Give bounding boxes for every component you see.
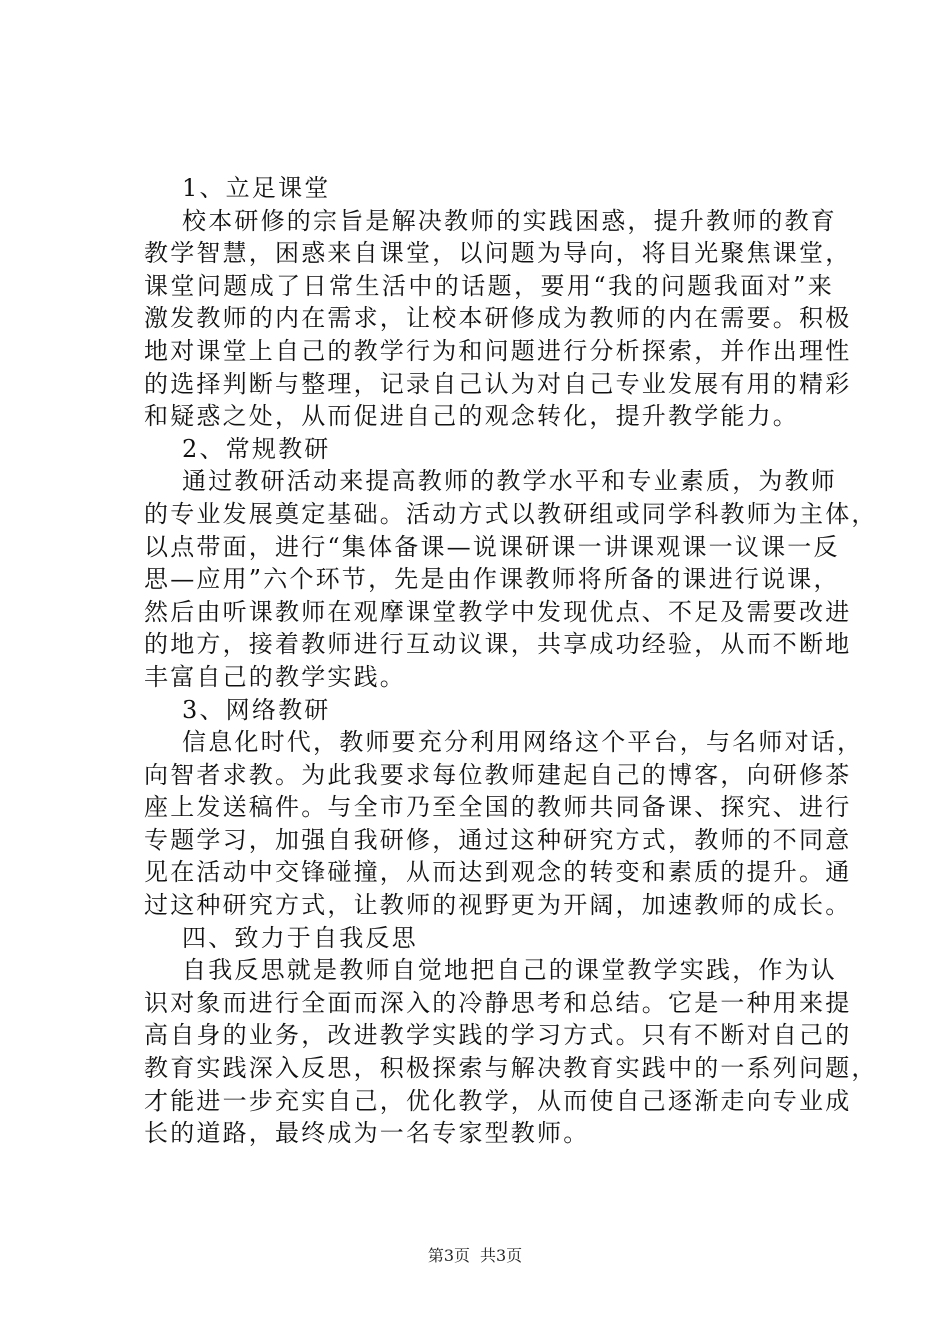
paragraph-line: 教育实践深入反思，积极探索与解决教育实践中的一系列问题， xyxy=(144,1054,878,1083)
paragraph-line: 思—应用”六个环节，先是由作课教师将所备的课进行说课， xyxy=(144,565,840,594)
paragraph-line: 丰富自己的教学实践。 xyxy=(144,662,406,691)
paragraph-line: 教学智慧，困惑来自课堂，以问题为导向，将目光聚焦课堂， xyxy=(144,239,852,268)
paragraph-line: 地对课堂上自己的教学行为和问题进行分析探索，并作出理性 xyxy=(144,336,852,365)
paragraph-line: 校本研修的宗旨是解决教师的实践困惑，提升教师的教育 xyxy=(182,206,837,235)
paragraph-line: 座上发送稿件。与全市乃至全国的教师共同备课、探究、进行 xyxy=(144,793,852,822)
paragraph-line: 然后由听课教师在观摩课堂教学中发现优点、不足及需要改进 xyxy=(144,597,852,626)
paragraph-line: 通过教研活动来提高教师的教学水平和专业素质，为教师 xyxy=(182,467,837,496)
section-heading: 1、立足课堂 xyxy=(182,174,331,202)
page-total: 共3页 xyxy=(480,1246,523,1265)
document-body xyxy=(144,172,878,1150)
paragraph-line: 才能进一步充实自己，优化教学，从而使自己逐渐走向专业成 xyxy=(144,1086,852,1115)
section-heading: 四、致力于自我反思 xyxy=(182,923,418,952)
paragraph-line: 激发教师的内在需求，让校本研修成为教师的内在需要。积极 xyxy=(144,304,852,333)
page-number: 第3页 xyxy=(427,1246,470,1265)
paragraph-line: 和疑惑之处，从而促进自己的观念转化，提升教学能力。 xyxy=(144,402,799,431)
paragraph-line: 专题学习，加强自我研修，通过这种研究方式，教师的不同意 xyxy=(144,825,852,854)
paragraph-line: 向智者求教。为此我要求每位教师建起自己的博客，向研修茶 xyxy=(144,760,852,789)
paragraph-line: 的地方，接着教师进行互动议课，共享成功经验，从而不断地 xyxy=(144,630,852,659)
paragraph-line: 过这种研究方式，让教师的视野更为开阔，加速教师的成长。 xyxy=(144,891,852,920)
paragraph-line: 识对象而进行全面而深入的冷静思考和总结。它是一种用来提 xyxy=(144,988,852,1017)
paragraph-line: 的选择判断与整理，记录自己认为对自己专业发展有用的精彩 xyxy=(144,369,852,398)
section-heading: 3、网络教研 xyxy=(182,695,331,724)
paragraph-line: 以点带面，进行“集体备课—说课研课一讲课观课一议课一反 xyxy=(144,532,840,561)
section-heading: 2、常规教研 xyxy=(182,434,331,463)
paragraph-line: 的专业发展奠定基础。活动方式以教研组或同学科教师为主体， xyxy=(144,499,878,528)
paragraph-line: 课堂问题成了日常生活中的话题，要用“我的问题我面对”来 xyxy=(144,271,834,300)
page-footer xyxy=(0,1243,950,1266)
paragraph-line: 信息化时代，教师要充分利用网络这个平台，与名师对话， xyxy=(182,728,864,757)
paragraph-line: 见在活动中交锋碰撞，从而达到观念的转变和素质的提升。通 xyxy=(144,858,852,887)
paragraph-line: 长的道路，最终成为一名专家型教师。 xyxy=(144,1119,590,1148)
paragraph-line: 高自身的业务，改进教学实践的学习方式。只有不断对自己的 xyxy=(144,1021,852,1050)
paragraph-line: 自我反思就是教师自觉地把自己的课堂教学实践，作为认 xyxy=(182,956,837,985)
